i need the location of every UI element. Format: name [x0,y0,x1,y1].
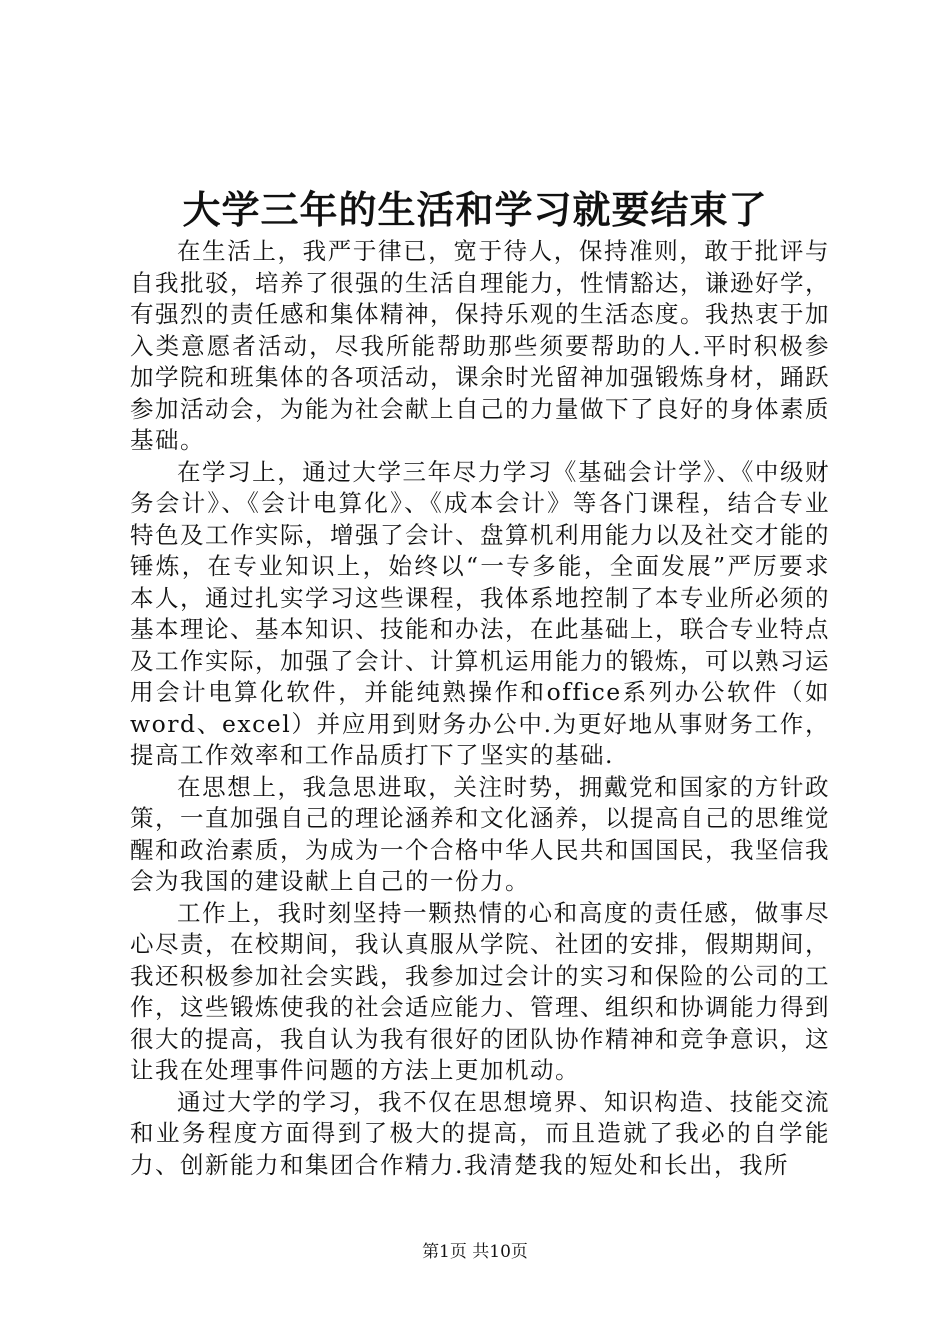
paragraph-summary: 通过大学的学习，我不仅在思想境界、知识构造、技能交流和业务程度方面得到了极大的提高，而且造就了我必的自学能力、创新能力和集团合作精力.我清楚我的短处和长出，我所 [130,1087,830,1179]
paragraph-work: 工作上，我时刻坚持一颗热情的心和高度的责任感，做事尽心尽责，在校期间，我认真服从学院、社团的安排，假期期间，我还积极参加社会实践，我参加过会计的实习和保险的公司的工作，这些锻炼使我的社会适应能力、管理、组织和协调能力得到很大的提高，我自认为我有很好的团队协作精神和竞争意识，这让我在处理事件问题的方法上更加机动。 [130,898,830,1084]
page-number: 第1页 共10页 [422,1242,528,1262]
document-body [130,236,830,1181]
paragraph-thought: 在思想上，我急思进取，关注时势，拥戴党和国家的方针政策，一直加强自己的理论涵养和文化涵养，以提高自己的思维觉醒和政治素质，为成为一个合格中华人民共和国国民，我坚信我会为我国的建设献上自己的一份力。 [130,772,830,895]
document-title: 大学三年的生活和学习就要结束了 [182,187,768,232]
paragraph-life: 在生活上，我严于律已，宽于待人，保持准则，敢于批评与自我批驳，培养了很强的生活自理能力，性情豁达，谦逊好学，有强烈的责任感和集体精神，保持乐观的生活态度。我热衷于加入类意愿者活动，尽我所能帮助那些须要帮助的人.平时积极参加学院和班集体的各项活动，课余时光留神加强锻炼身材，踊跃参加活动会，为能为社会献上自己的力量做下了良好的身体素质基础。 [130,237,830,454]
paragraph-study: 在学习上，通过大学三年尽力学习《基础会计学》、《中级财务会计》、《会计电算化》、《成本会计》等各门课程，结合专业特色及工作实际，增强了会计、盘算机利用能力以及社交才能的锤炼，在专业知识上，始终以“一专多能，全面发展”严厉要求本人，通过扎实学习这些课程，我体系地控制了本专业所必须的基本理论、基本知识、技能和办法，在此基础上，联合专业特点及工作实际，加强了会计、计算机运用能力的锻炼，可以熟习运用会计电算化软件，并能纯熟操作和office系列办公软件（如word、excel）并应用到财务办公中.为更好地从事财务工作，提高工作效率和工作品质打下了坚实的基础. [130,457,830,769]
